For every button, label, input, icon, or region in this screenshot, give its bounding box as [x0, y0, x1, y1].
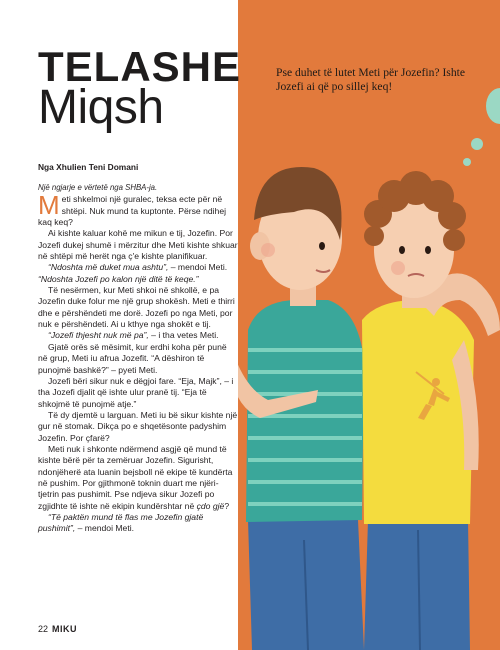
drop-cap: M — [38, 190, 60, 221]
illustration-panel — [238, 0, 500, 650]
story-text: – i tha vetes Meti. — [148, 330, 219, 341]
boy-green-shirt — [238, 167, 364, 650]
thought-bubble-small — [463, 158, 471, 166]
story-body — [38, 182, 238, 535]
magazine-name: MIKU — [52, 624, 78, 634]
story-paragraph: Jozefi bëri sikur nuk e dëgjoi fare. “Eja, Majk”, – i tha Jozefi djalit që ishte ulur pranë tij. “Eja të shkojmë të punojmë atje.” — [38, 375, 234, 409]
story-paragraph: Të nesërmen, kur Meti shkoi në shkollë, e pa Jozefin duke folur me një grup shokësh. Meti e thirri dhe e përshëndeti me dorë. Jozefi po nga Meti, por nuk e përshëndeti. Ai u kthye nga shokët e tij. — [38, 285, 235, 330]
story-paragraph — [38, 262, 238, 285]
thought-bubble-large — [486, 88, 500, 124]
story-text: – mendoi Meti. — [168, 262, 228, 273]
story-paragraph — [38, 444, 238, 512]
teaser-text: Pse duhet të lutet Meti për Jozefin? Ishte Jozefi ai që po sillej keq! — [276, 66, 465, 93]
story-paragraph: Ai kishte kaluar kohë me mikun e tij, Jozefin. Por Jozefi dukej shumë i mërzitur dhe Meti kishte shkuar në shtëpi më herët nga ç'e kishte planifikuar. — [38, 228, 238, 262]
title-line-2: Miqsh — [38, 81, 164, 134]
story-thought: “Jozefi thjesht nuk më pa”, — [48, 330, 149, 341]
story-thought: “Të paktën mund të flas me Jozefin gjatë pushimit”, — [38, 511, 204, 534]
story-paragraph: Të dy djemtë u larguan. Meti iu bë sikur kishte një gur në stomak. Dikça po e shqetësonte padyshim Jozefin. Por çfarë? — [38, 409, 238, 443]
author-byline: Nga Xhulien Teni Domani — [38, 162, 139, 172]
story-text: Meti nuk i shkonte ndërmend asgjë që mund të kishte bërë për ta zemëruar Jozefin. Sigurisht, ndonjëherë ata luanin bejsboll në ekipe të kundërta në pushim. Por gjithmonë toknin duart me njëri-tjetrin pas pushimit. Pse ndjeva sikur Jozefi po zgjidhte të ishte në ekipin kundërshtar në — [38, 443, 233, 511]
thought-bubble-medium — [471, 138, 483, 150]
story-paragraph — [38, 190, 238, 228]
boy-yellow-shirt — [362, 171, 500, 650]
story-intro: Një ngjarje e vërtetë nga SHBA-ja. — [38, 183, 158, 192]
story-emphasis: çdo gjë — [196, 500, 225, 511]
two-boys-illustration — [238, 0, 500, 650]
title-line-1: TELASHE — [38, 43, 242, 90]
page-footer — [38, 624, 77, 634]
story-paragraph: Gjatë orës së mësimit, kur erdhi koha për punë në grup, Meti iu afrua Jozefit. “A dëshiron të punojmë bashkë?” – pyeti Meti. — [38, 341, 227, 375]
story-text: ? — [224, 500, 230, 511]
story-paragraph — [38, 512, 238, 535]
story-text: eti shkelmoi një guralec, teksa ecte për në shtëpi. Nuk mund ta kuptonte. Përse ndihej kaq keq? — [38, 194, 227, 228]
page-number: 22 — [38, 624, 49, 634]
story-paragraph — [38, 330, 238, 341]
story-thought: “Ndoshta më duket mua ashtu”, — [48, 262, 169, 273]
story-text: – mendoi Meti. — [75, 523, 135, 534]
story-thought: “Ndoshta Jozefi po kalon një ditë të keqe.” — [38, 273, 199, 284]
